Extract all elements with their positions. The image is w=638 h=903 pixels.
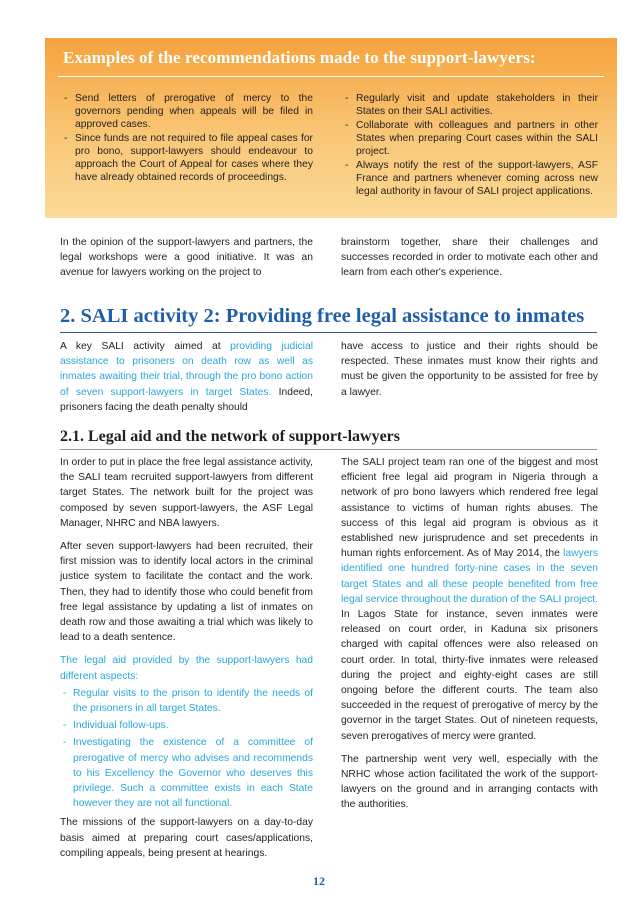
legal-aid-aspects-intro: The legal aid provided by the support-lawyers had different aspects: xyxy=(60,655,313,682)
section-2-left-paragraph xyxy=(60,339,313,415)
paragraph-text: The SALI project team ran one of the biggest and most efficient free legal aid program in Nigeria through a network of pro bono lawyers which rendered free legal assistance to victims of human rights abuses. The success of this legal aid program is obvious as it established new jurisprudence and set precedents in human rights enforcement. As of May 2014, the xyxy=(341,457,598,560)
section-2-rule xyxy=(60,332,597,333)
intro-left-paragraph: In the opinion of the support-lawyers and partners, the legal workshops were a good initiative. It was an avenue for lawyers working on the project to xyxy=(60,237,313,279)
legal-aid-aspects-list xyxy=(60,686,313,812)
cases-highlight: lawyers identified one hundred forty-nine cases in the seven target States and all these people benefited from free legal service throughout the duration of the SALI project. xyxy=(341,548,599,605)
list-item: - Regular visits to the prison to identify the needs of the prisoners in all target States. xyxy=(60,686,313,716)
section-2-text: A key SALI activity aimed at xyxy=(60,341,231,352)
intro-right-paragraph: brainstorm together, share their challenges and successes recorded in order to motivate each other and learn from each other's experience. xyxy=(341,237,598,279)
list-item: - Investigating the existence of a committee of prerogative of mercy who advises and recommends to his Excellency the Governor who deserves this privilege. Such a committee exists in each State however they are not all functional. xyxy=(60,735,313,811)
page-number: 12 xyxy=(313,874,325,888)
paragraph xyxy=(341,455,598,744)
recommendations-title-rule xyxy=(58,76,604,77)
recommendations-right-list xyxy=(341,92,598,199)
section-2-text-end: Indeed, prisoners facing the death penalty should xyxy=(60,386,313,413)
list-item: - Always notify the rest of the support-lawyers, ASF France and partners whenever coming across new legal authority in favour of SALI project applications. xyxy=(341,159,598,198)
section-2-right-paragraph: have access to justice and their rights should be respected. These inmates must know their rights and must be given the opportunity to be assisted for free by a lawyer. xyxy=(341,341,598,398)
list-item: - Send letters of prerogative of mercy to the governors pending when appeals will be filed in approved cases. xyxy=(60,92,313,131)
list-item: - Collaborate with colleagues and partners in other States when preparing Court cases within the SALI project. xyxy=(341,119,598,158)
section-2-1-rule xyxy=(60,449,597,450)
list-item: - Since funds are not required to file appeal cases for pro bono, support-lawyers should endeavour to approach the Court of Appeal for cases where they have already obtained records of proceedings. xyxy=(60,132,313,184)
paragraph: In order to put in place the free legal assistance activity, the SALI team recruited support-lawyers from different target States. The network built for the project was composed by seven support-lawyers, the ASF Legal Manager, NHRC and NBA lawyers. xyxy=(60,457,313,529)
paragraph: The missions of the support-lawyers on a day-to-day basis aimed at preparing court cases/applications, compiling appeals, being present at hearings. xyxy=(60,817,313,859)
paragraph-text-end: In Lagos State for instance, seven inmates were released on court order, in Kaduna six prisoners charged with capital offences were also released on court order. In total, thirty-five inmates were released during the project and eighty-eight cases are still ongoing before the different courts. The team also succeeded in the request of prerogative of mercy by the governor in the target States. Out of nineteen requests, seven prerogatives of mercy were granted. xyxy=(341,609,598,742)
section-2-heading: 2. SALI activity 2: Providing free legal assistance to inmates xyxy=(60,305,585,327)
section-2-1-right-column xyxy=(341,455,598,813)
recommendations-left-list xyxy=(60,92,313,185)
paragraph: After seven support-lawyers had been recruited, their first mission was to identify local actors in the criminal justice system to facilitate the contact and the work. Then, they had to identify those who could benefit from free legal assistance by updating a list of inmates on death row and those awaiting a trial which was likely to lead to a death sentence. xyxy=(60,541,313,644)
section-2-1-heading: 2.1. Legal aid and the network of support-lawyers xyxy=(60,428,401,445)
paragraph: The partnership went very well, especially with the NRHC whose action facilitated the work of the support-lawyers on the ground and in arranging contacts with the authorities. xyxy=(341,753,598,811)
section-2-highlight: providing judicial assistance to prisoners on death row as well as inmates awaiting their trial, through the pro bono action of seven support-lawyers in target States. xyxy=(60,341,313,398)
list-item: - Individual follow-ups. xyxy=(60,718,313,733)
section-2-1-left-column xyxy=(60,455,313,861)
list-item: - Regularly visit and update stakeholders in their States on their SALI activities. xyxy=(341,92,598,118)
recommendations-title: Examples of the recommendations made to the support-lawyers: xyxy=(63,48,536,67)
